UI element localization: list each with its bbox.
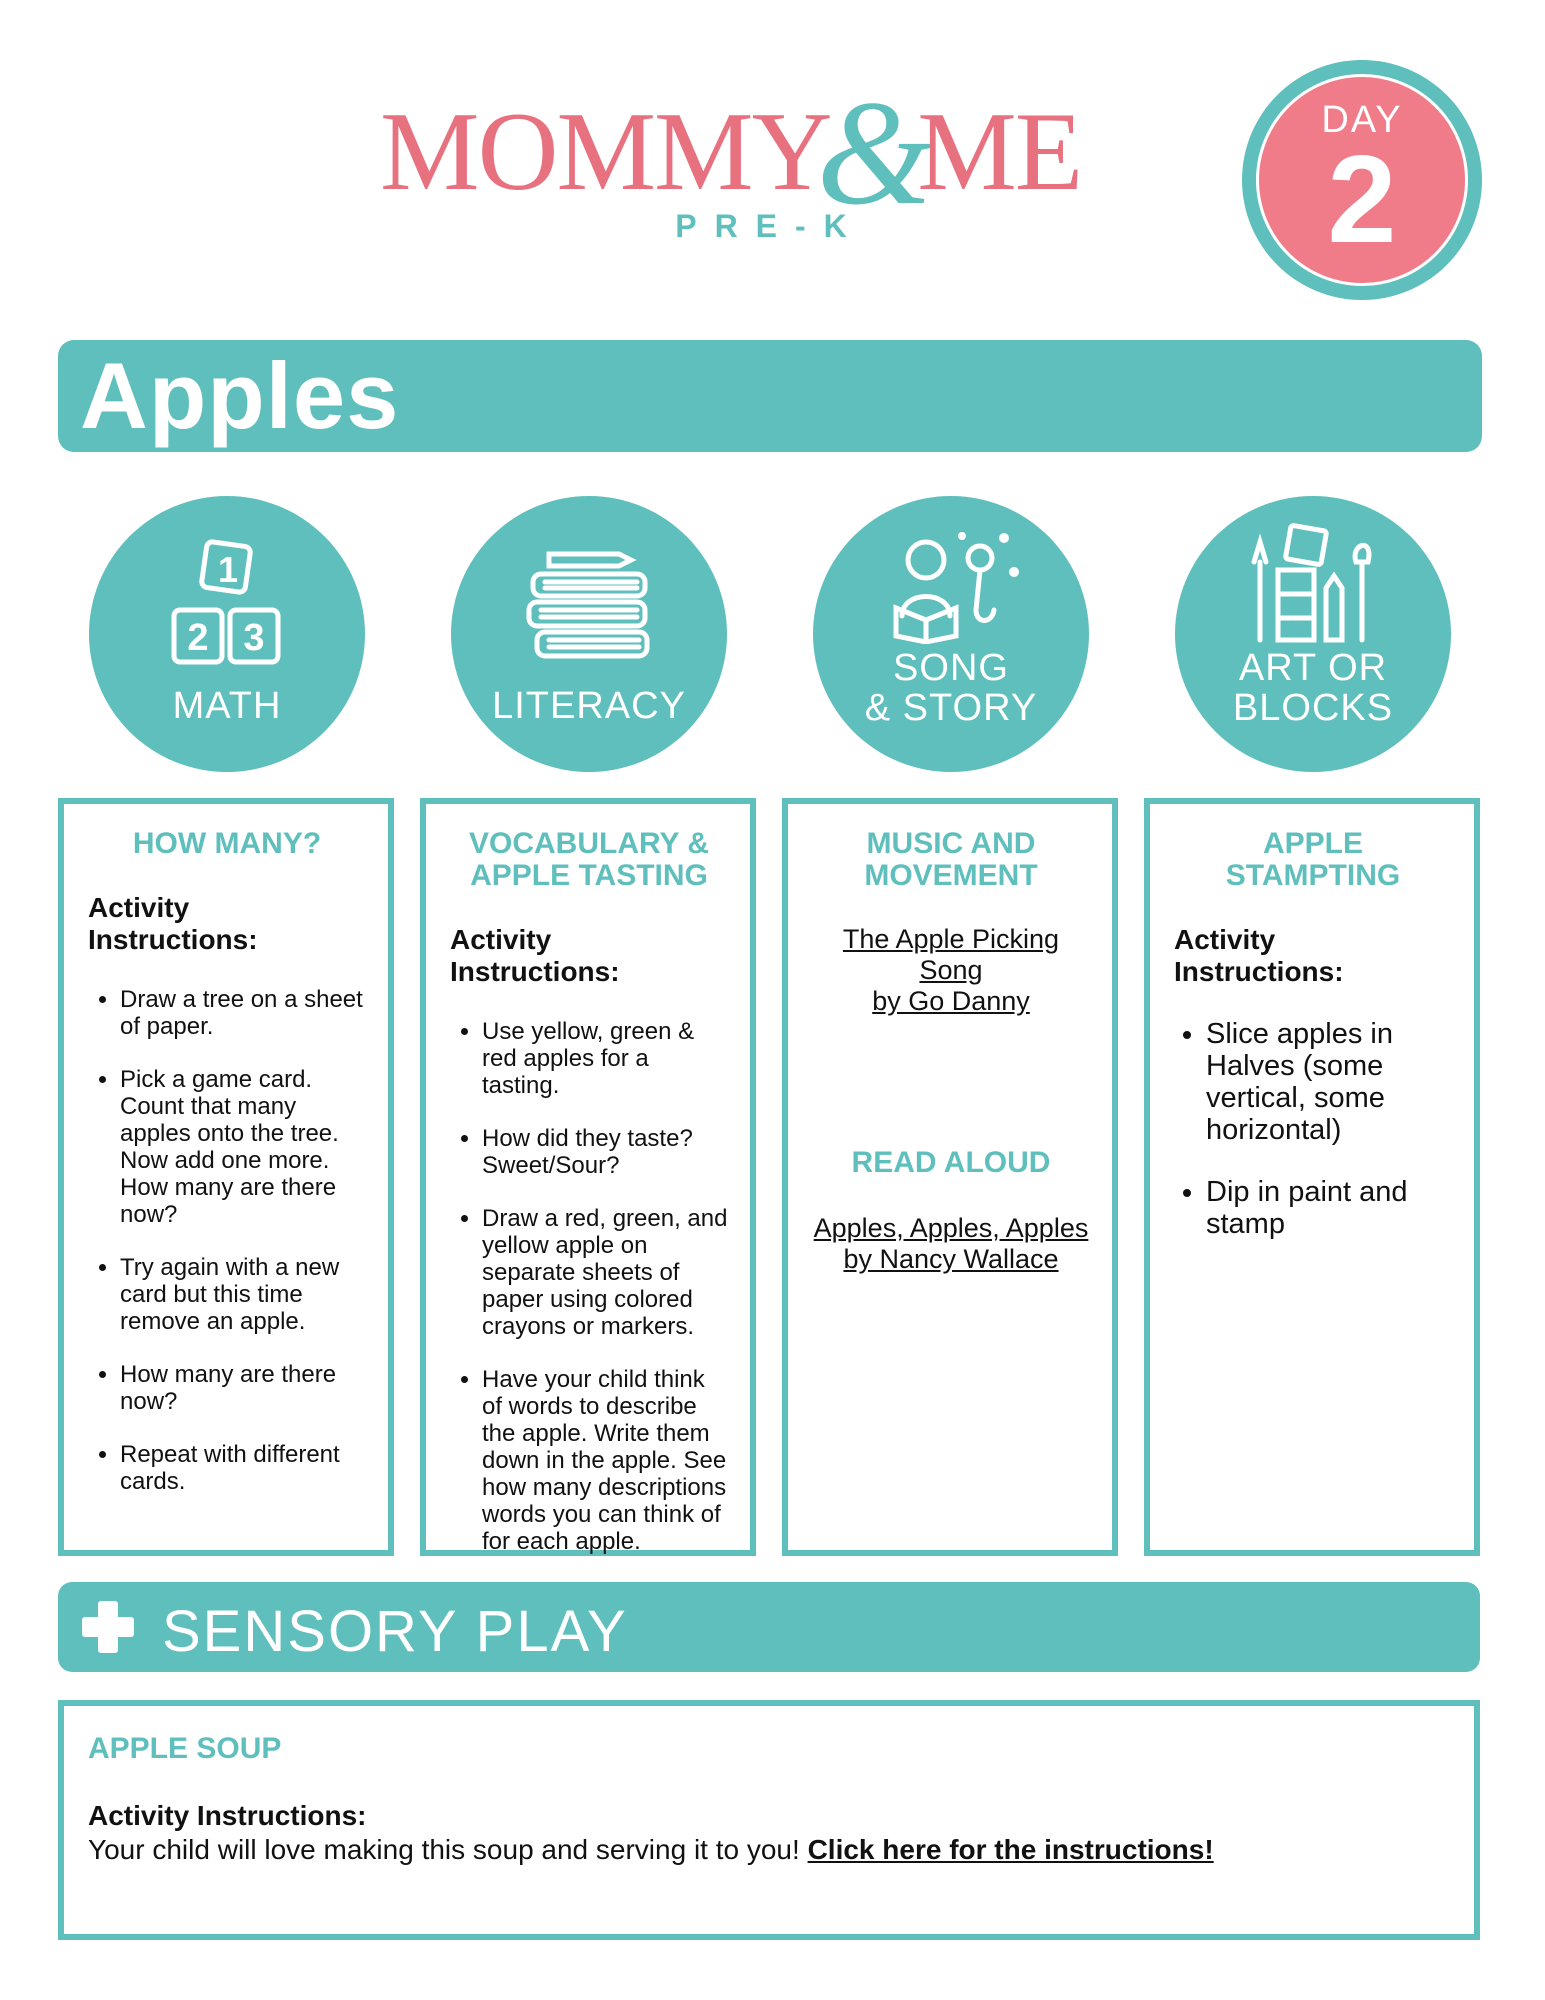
song-link-author[interactable]: by Go Danny: [872, 986, 1030, 1016]
category-label-line1: ART OR: [1238, 647, 1388, 689]
category-label-line2: BLOCKS: [1232, 687, 1394, 729]
book-link[interactable]: [812, 1213, 1090, 1275]
category-math: [89, 496, 365, 772]
activity-box-literacy: [420, 798, 756, 1556]
list-item: • Have your child think of words to describe the apple. Write them down in the apple. See how many descriptions words you can think of for each apple.: [482, 1366, 728, 1555]
day-label: DAY: [1321, 99, 1403, 141]
activity-heading-line2: APPLE TASTING: [470, 859, 708, 892]
page-title: Apples: [80, 343, 400, 448]
activity-heading: APPLE STAMPTING: [1225, 827, 1401, 892]
activity-heading-line1: MUSIC AND: [866, 827, 1036, 860]
category-song-story: [813, 496, 1089, 772]
song-link[interactable]: [812, 924, 1090, 1017]
logo-ampersand: &: [816, 70, 932, 236]
day-badge-inner: [1256, 74, 1468, 286]
book-link-author[interactable]: by Nancy Wallace: [843, 1244, 1059, 1274]
activity-heading: APPLE SOUP: [88, 1732, 282, 1765]
category-label: LITERACY: [492, 685, 686, 727]
list-item: • Slice apples in Halves (some vertical, some horizontal): [1206, 1018, 1452, 1146]
song-link-title[interactable]: The Apple Picking Song: [842, 924, 1060, 985]
logo-text-mommy: MOMMY: [380, 90, 831, 214]
list-item: • Pick a game card. Count that many apples onto the tree. Now add one more. How many are there now?: [120, 1066, 366, 1228]
list-item: • Use yellow, green & red apples for a tasting.: [482, 1018, 728, 1099]
activity-subheading: Activity Instructions:: [1174, 924, 1344, 987]
reader-microphone-icon: [876, 524, 1026, 644]
instruction-list: [88, 986, 366, 1495]
instruction-list: [1174, 1018, 1452, 1240]
activity-heading-line2: MOVEMENT: [864, 859, 1038, 892]
activity-description: [88, 1834, 1450, 1866]
list-item: • Try again with a new card but this time remove an apple.: [120, 1254, 366, 1335]
activity-subheading: Activity Instructions:: [450, 924, 620, 987]
book-link-title[interactable]: Apples, Apples, Apples: [813, 1213, 1089, 1243]
activity-subheading: Activity Instructions:: [88, 1800, 367, 1831]
art-supplies-icon: [1238, 522, 1388, 652]
category-literacy: [451, 496, 727, 772]
activity-heading: HOW MANY?: [132, 827, 322, 860]
activity-heading-line1: VOCABULARY &: [468, 827, 709, 860]
day-badge: [1242, 60, 1482, 300]
book-stack-icon: [519, 544, 659, 674]
brand-logo: [380, 70, 1140, 236]
title-banner: [58, 340, 1482, 452]
activity-box-math: [58, 798, 394, 1556]
activity-box-song-story: [782, 798, 1118, 1556]
list-item: • How did they taste? Sweet/Sour?: [482, 1125, 728, 1179]
logo-subtitle: PRE-K: [675, 208, 865, 244]
description-text: Your child will love making this soup and serving it to you!: [88, 1834, 808, 1865]
svg-text:2: 2: [187, 617, 209, 659]
instruction-list: [450, 1018, 728, 1555]
list-item: • Draw a red, green, and yellow apple on separate sheets of paper using colored crayons or markers.: [482, 1205, 728, 1340]
number-blocks-icon: [152, 536, 302, 676]
svg-text:3: 3: [243, 617, 265, 659]
category-label: MATH: [172, 685, 282, 727]
list-item: • Repeat with different cards.: [120, 1441, 366, 1495]
activity-box-sensory: [58, 1700, 1480, 1940]
list-item: • Draw a tree on a sheet of paper.: [120, 986, 366, 1040]
category-label-line2: & STORY: [864, 687, 1038, 729]
plus-icon: [80, 1599, 136, 1655]
list-item: • How many are there now?: [120, 1361, 366, 1415]
category-art-blocks: [1175, 496, 1451, 772]
sensory-title: SENSORY PLAY: [162, 1599, 628, 1664]
category-label-line1: SONG: [893, 647, 1009, 689]
list-item: • Dip in paint and stamp: [1206, 1176, 1452, 1240]
logo-text-me: ME: [917, 90, 1082, 214]
sensory-banner: [58, 1582, 1480, 1672]
activity-subheading: Activity Instructions:: [88, 892, 258, 955]
svg-text:1: 1: [217, 549, 239, 590]
instructions-link[interactable]: Click here for the instructions!: [807, 1834, 1214, 1865]
day-number: 2: [1327, 131, 1397, 269]
activity-box-art: [1144, 798, 1480, 1556]
read-aloud-heading: READ ALOUD: [851, 1146, 1051, 1179]
